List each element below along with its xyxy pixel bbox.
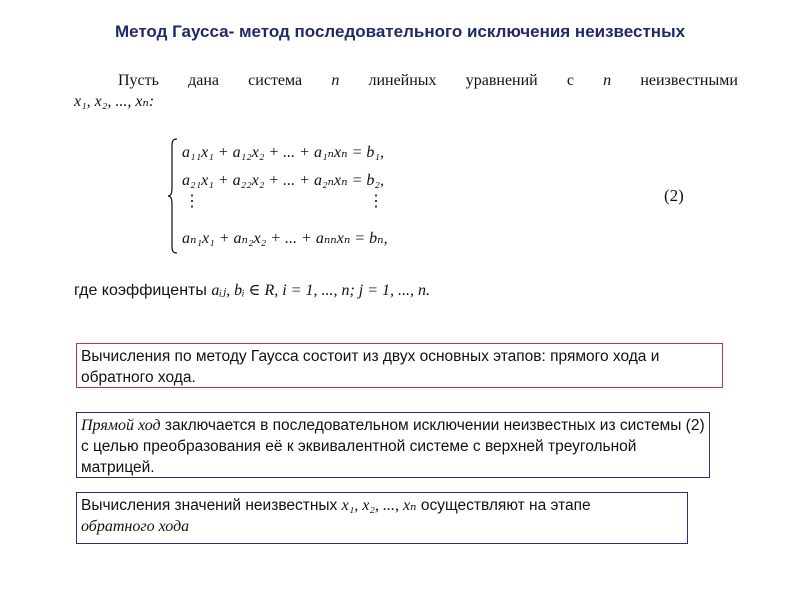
intro-paragraph — [74, 70, 738, 112]
backward-pass-text-before: Вычисления значений неизвестных — [81, 497, 342, 514]
forward-pass-text: заключается в последовательном исключении неизвестных из системы (2) с целью преобразования её к эквивалентной системе с верхней треугольной матрицей. — [81, 417, 705, 476]
intro-line-1 — [74, 70, 738, 91]
intro-word: уравнений — [465, 72, 538, 89]
intro-word: линейных — [368, 72, 437, 89]
coefficients-formula: aᵢⱼ, bᵢ ∈ R, i = 1, ..., n; j = 1, ..., n. — [211, 282, 431, 299]
vertical-dots: ⋮ — [184, 193, 200, 210]
intro-line-2 — [74, 91, 738, 112]
backward-pass-variables: x₁, x₂, ..., xₙ — [341, 497, 417, 514]
equation-row-n: aₙ₁x₁ + aₙ₂x₂ + ... + aₙₙxₙ = bₙ, — [182, 230, 388, 247]
coefficients-line — [74, 280, 430, 300]
coefficients-label: где коэффиценты — [74, 282, 207, 299]
equation-row-2: a₂₁x₁ + a₂₂x₂ + ... + a₂ₙxₙ = b₂, — [182, 172, 384, 189]
intro-var-n: n — [331, 72, 340, 89]
forward-pass-box — [76, 412, 710, 478]
intro-var-n: n — [603, 72, 612, 89]
backward-pass-box — [76, 492, 688, 544]
left-brace-icon — [168, 138, 178, 254]
vertical-dots: ⋮ — [368, 193, 384, 210]
equation-number: (2) — [664, 186, 684, 205]
intro-word: дана — [188, 72, 220, 89]
intro-variables: x₁, x₂, ..., xₙ: — [74, 93, 155, 110]
stages-text: Вычисления по методу Гаусса состоит из двух основных этапов: прямого хода и обратного хода. — [81, 348, 660, 386]
equation-row-1: a₁₁x₁ + a₁₂x₂ + ... + a₁ₙxₙ = b₁, — [182, 144, 384, 161]
forward-pass-term: Прямой ход — [81, 417, 161, 434]
intro-word: неизвестными — [640, 72, 738, 89]
page-title: Метод Гаусса- метод последовательного исключения неизвестных — [114, 22, 686, 41]
intro-word: Пусть — [118, 72, 159, 89]
equation-system — [168, 138, 468, 254]
backward-pass-term: обратного хода — [81, 518, 190, 535]
backward-pass-text-after: осуществляют на этапе — [416, 497, 591, 514]
stages-box — [76, 343, 723, 388]
intro-word: с — [566, 72, 574, 89]
intro-word: система — [248, 72, 303, 89]
